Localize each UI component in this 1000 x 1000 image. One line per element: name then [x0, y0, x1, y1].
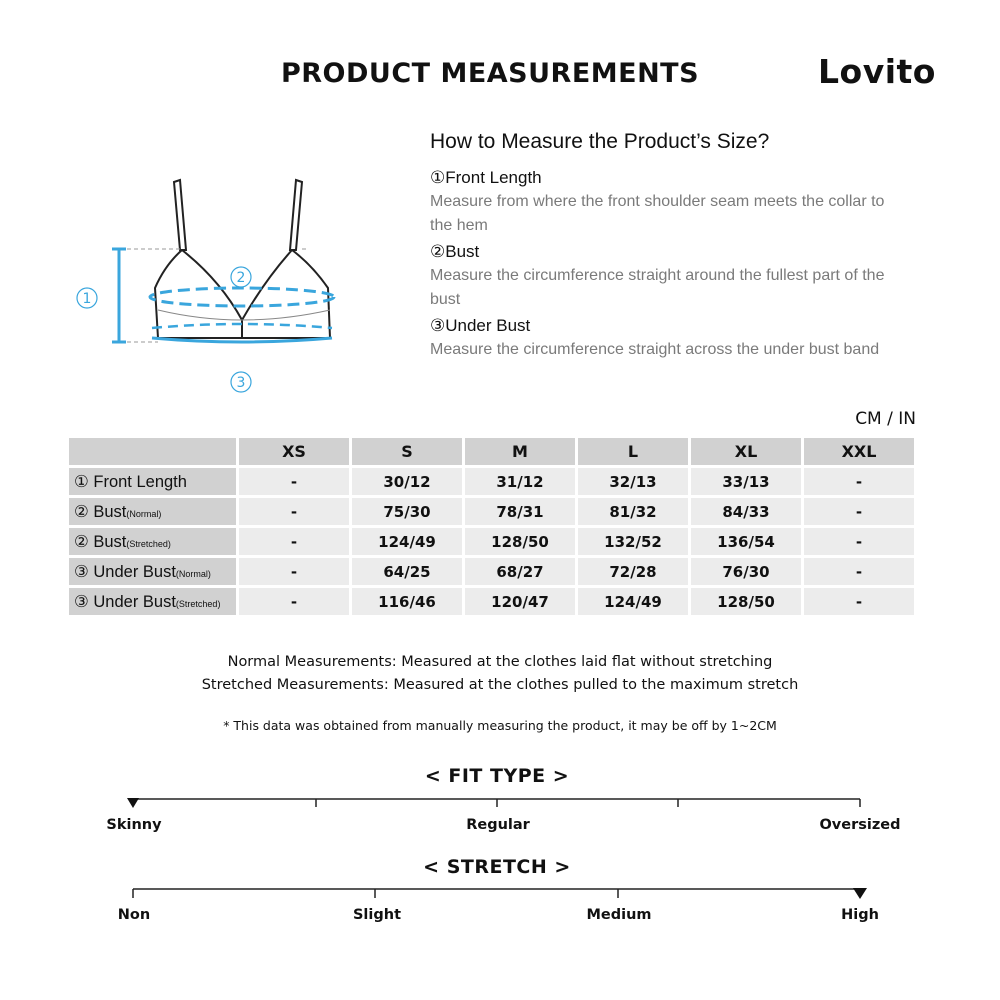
- stretch-label-slight: Slight: [352, 907, 402, 923]
- table-cell: -: [804, 468, 914, 495]
- column-header: XL: [691, 438, 801, 465]
- guide-item-name: ①Front Length: [430, 168, 542, 187]
- row-label-sub: (Stretched): [175, 598, 221, 609]
- guide-item-desc: Measure the circumference straight around the fullest part of the bust: [430, 267, 885, 308]
- table-cell: 72/28: [578, 558, 688, 585]
- guide-item-desc: Measure from where the front shoulder seam meets the collar to the hem: [430, 193, 885, 234]
- row-label-text: ① Front Length: [74, 472, 187, 491]
- table-cell: 84/33: [691, 498, 801, 525]
- guide-item-name: ③Under Bust: [430, 316, 531, 335]
- stretch-heading: < STRETCH >: [423, 856, 571, 878]
- table-cell: 128/50: [465, 528, 575, 555]
- row-label-text: ② Bust: [74, 532, 127, 551]
- column-header: XXL: [804, 438, 914, 465]
- table-cell: 64/25: [352, 558, 462, 585]
- stretched-measurement-note: Stretched Measurements: Measured at the clothes pulled to the maximum stretch: [201, 677, 799, 693]
- table-cell: 68/27: [465, 558, 575, 585]
- table-cell: 76/30: [691, 558, 801, 585]
- stretch-label-non: Non: [117, 907, 151, 923]
- column-header: M: [465, 438, 575, 465]
- table-cell: -: [804, 498, 914, 525]
- row-label-text: ③ Under Bust: [74, 592, 176, 611]
- table-cell: -: [239, 588, 349, 615]
- svg-text:3: 3: [236, 375, 246, 391]
- table-cell: 33/13: [691, 468, 801, 495]
- table-cell: 124/49: [578, 588, 688, 615]
- table-cell: -: [239, 558, 349, 585]
- fit-label-skinny: Skinny: [106, 817, 162, 833]
- fit-label-oversized: Oversized: [819, 817, 901, 833]
- svg-text:1: 1: [82, 291, 92, 307]
- unit-label: CM / IN: [855, 409, 916, 429]
- table-cell: 31/12: [465, 468, 575, 495]
- row-label-sub: (Stretched): [126, 538, 171, 549]
- row-label-text: ② Bust: [74, 502, 127, 521]
- column-header: S: [352, 438, 462, 465]
- table-cell: 116/46: [352, 588, 462, 615]
- column-header: L: [578, 438, 688, 465]
- disclaimer-note: * This data was obtained from manually measuring the product, it may be off by 1~2CM: [223, 718, 777, 733]
- brand-logo: Lovito: [818, 52, 936, 91]
- table-cell: -: [804, 528, 914, 555]
- guide-item-desc: Measure the circumference straight across the under bust band: [430, 341, 880, 358]
- table-cell: -: [239, 498, 349, 525]
- guide-heading: How to Measure the Product’s Size?: [430, 130, 770, 153]
- table-cell: 75/30: [352, 498, 462, 525]
- table-cell: 30/12: [352, 468, 462, 495]
- svg-text:2: 2: [236, 270, 246, 286]
- table-cell: 81/32: [578, 498, 688, 525]
- row-label-sub: (Normal): [175, 568, 211, 579]
- stretch-selected-marker-icon: [853, 888, 867, 899]
- stretch-label-high: High: [841, 907, 879, 923]
- fit-label-regular: Regular: [466, 817, 530, 833]
- table-cell: 120/47: [465, 588, 575, 615]
- table-cell: -: [239, 528, 349, 555]
- column-header: XS: [239, 438, 349, 465]
- table-cell: -: [239, 468, 349, 495]
- stretch-label-medium: Medium: [586, 907, 652, 923]
- table-cell: 128/50: [691, 588, 801, 615]
- table-cell: 78/31: [465, 498, 575, 525]
- table-cell: 32/13: [578, 468, 688, 495]
- table-cell: -: [804, 588, 914, 615]
- fit-type-heading: < FIT TYPE >: [424, 765, 570, 787]
- normal-measurement-note: Normal Measurements: Measured at the clothes laid flat without stretching: [227, 654, 773, 670]
- table-cell: 124/49: [352, 528, 462, 555]
- row-label-text: ③ Under Bust: [74, 562, 176, 581]
- guide-item-name: ②Bust: [430, 242, 480, 261]
- row-label-sub: (Normal): [126, 508, 162, 519]
- table-cell: 136/54: [691, 528, 801, 555]
- page-title: PRODUCT MEASUREMENTS: [280, 58, 700, 89]
- table-cell: 132/52: [578, 528, 688, 555]
- table-cell: -: [804, 558, 914, 585]
